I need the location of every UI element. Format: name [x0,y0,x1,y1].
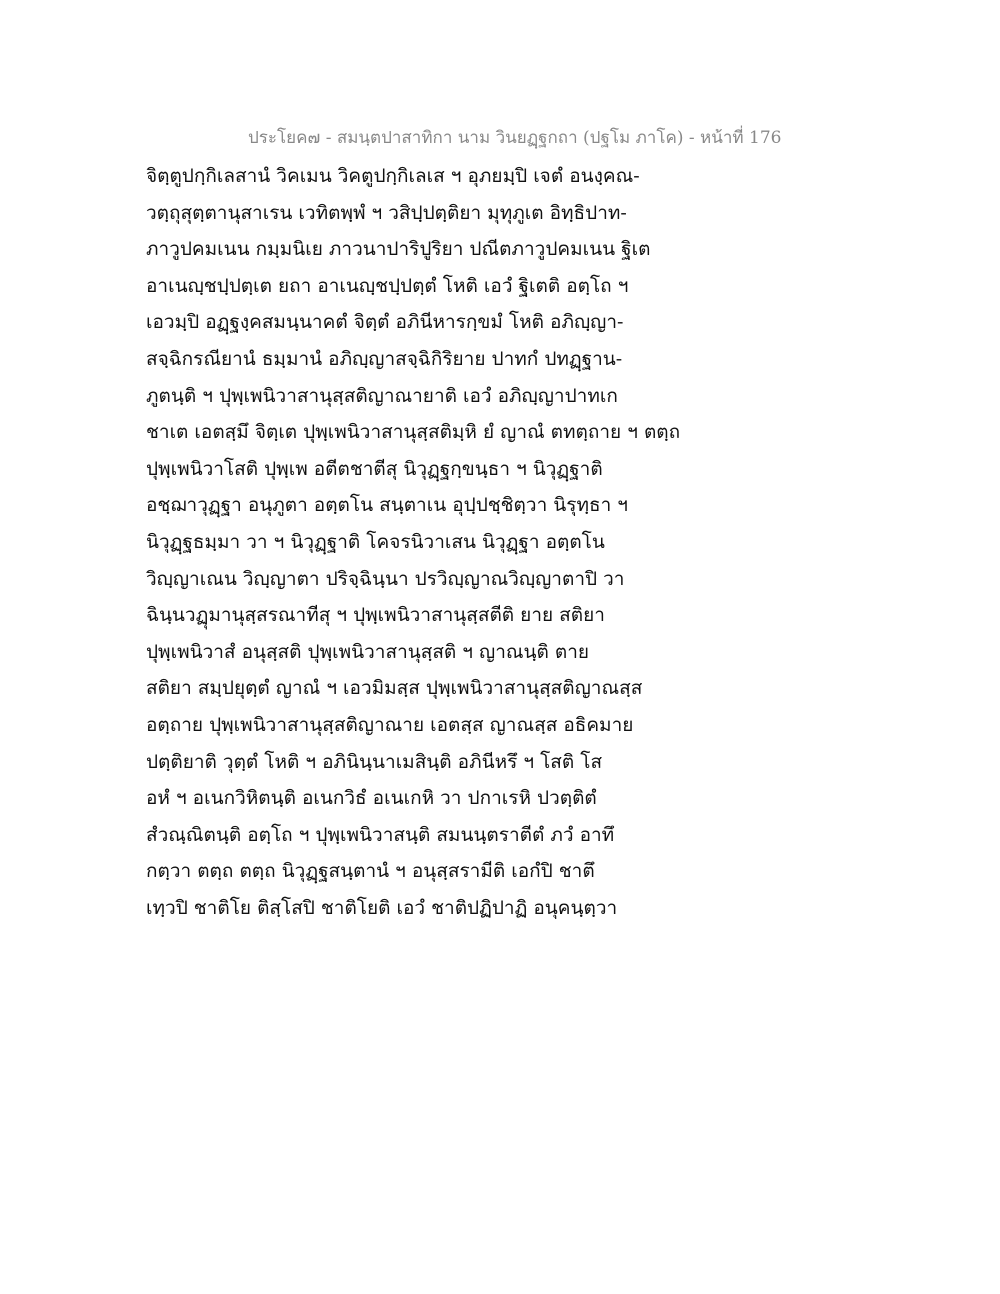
text-line: นิวุฏฺฐธมฺมา วา ฯ นิวุฏฺฐาติ โคจรนิวาเสน นิวุฏฺฐา อตฺตโน [146,530,605,553]
text-line: จิตฺตูปกฺกิเลสานํ วิคเมน วิคตูปกฺกิเลเส ฯ อุภยมฺปิ เจตํ อนงฺคณ- [146,165,640,187]
page-header: ประโยค๗ - สมนฺตปาสาทิกา นาม วินยฏฺฐกถา (ปฐโม ภาโค) - หน้าที่ 176 [248,128,782,148]
body-text [146,158,746,926]
text-line: ภูตนฺติ ฯ ปุพฺเพนิวาสานุสฺสติญาณายาติ เอวํ อภิญฺญาปาทเก [146,384,618,407]
text-line: ปุพฺเพนิวาสํ อนุสฺสติ ปุพฺเพนิวาสานุสฺสติ ฯ ญาณนฺติ ตาย [146,640,589,663]
text-line: อาเนญฺชปฺปตฺเต ยถา อาเนญฺชปฺปตฺตํ โหติ เอวํ ฐิเตติ อตฺโถ ฯ [146,274,629,297]
text-line: ชาเต เอตสฺมึ จิตฺเต ปุพฺเพนิวาสานุสฺสติมฺหิ ยํ ญาณํ ตทตฺถาย ฯ ตตฺถ [146,421,681,444]
text-line: สจฺฉิกรณียานํ ธมฺมานํ อภิญฺญาสจฺฉิกิริยาย ปาทกํ ปทฏฺฐาน- [146,347,623,370]
text-line: เอวมฺปิ อฏฺฐงฺคสมนฺนาคตํ จิตฺตํ อภินีหารกฺขมํ โหติ อภิญฺญา- [146,311,624,334]
text-line: อหํ ฯ อเนกวิหิตนฺติ อเนกวิธํ อเนเกหิ วา ปกาเรหิ ปวตฺติตํ [146,787,597,810]
text-line: ภาวูปคมเนน กมฺมนิเย ภาวนาปาริปูริยา ปณีตภาวูปคมเนน ฐิเต [146,238,651,261]
text-line: เทฺวปิ ชาติโย ติสฺโสปิ ชาติโยติ เอวํ ชาติปฏิปาฏิ อนุคนฺตฺวา [146,896,618,919]
text-line: ปุพฺเพนิวาโสติ ปุพฺเพ อตีตชาตีสุ นิวุฏฺฐกฺขนฺธา ฯ นิวุฏฺฐาติ [146,457,603,480]
text-line: กตฺวา ตตฺถ ตตฺถ นิวุฏฺฐสนฺตานํ ฯ อนุสฺสรามีติ เอกํปิ ชาตึ [146,860,595,883]
text-line: วตฺถุสุตฺตานุสาเรน เวทิตพฺพํ ฯ วสิปฺปตฺติยา มุทุภูเต อิทฺธิปาท- [146,201,627,224]
text-line: ฉินฺนวฏุมานุสฺสรณาทีสุ ฯ ปุพฺเพนิวาสานุสฺสตีติ ยาย สติยา [146,604,605,627]
text-line: วิญฺญาเณน วิญฺญาตา ปริจฺฉินฺนา ปรวิญฺญาณวิญฺญาตาปิ วา [146,567,625,590]
text-line: ปตฺติยาติ วุตฺตํ โหติ ฯ อภินินฺนาเมสินฺติ อภินีหรึ ฯ โสติ โส [146,750,603,773]
text-line: สํวณฺณิตนฺติ อตฺโถ ฯ ปุพฺเพนิวาสนฺติ สมนนฺตราตีตํ ภวํ อาทึ [146,823,615,846]
text-line: อตฺถาย ปุพฺเพนิวาสานุสฺสติญาณาย เอตสฺส ญาณสฺส อธิคมาย [146,713,634,736]
text-line: อชฺฌาวุฏฺฐา อนุภูตา อตฺตโน สนฺตาเน อุปฺปชฺชิตฺวา นิรุทฺธา ฯ [146,494,628,517]
text-line: สติยา สมฺปยุตฺตํ ญาณํ ฯ เอวมิมสฺส ปุพฺเพนิวาสานุสฺสติญาณสฺส [146,677,643,700]
